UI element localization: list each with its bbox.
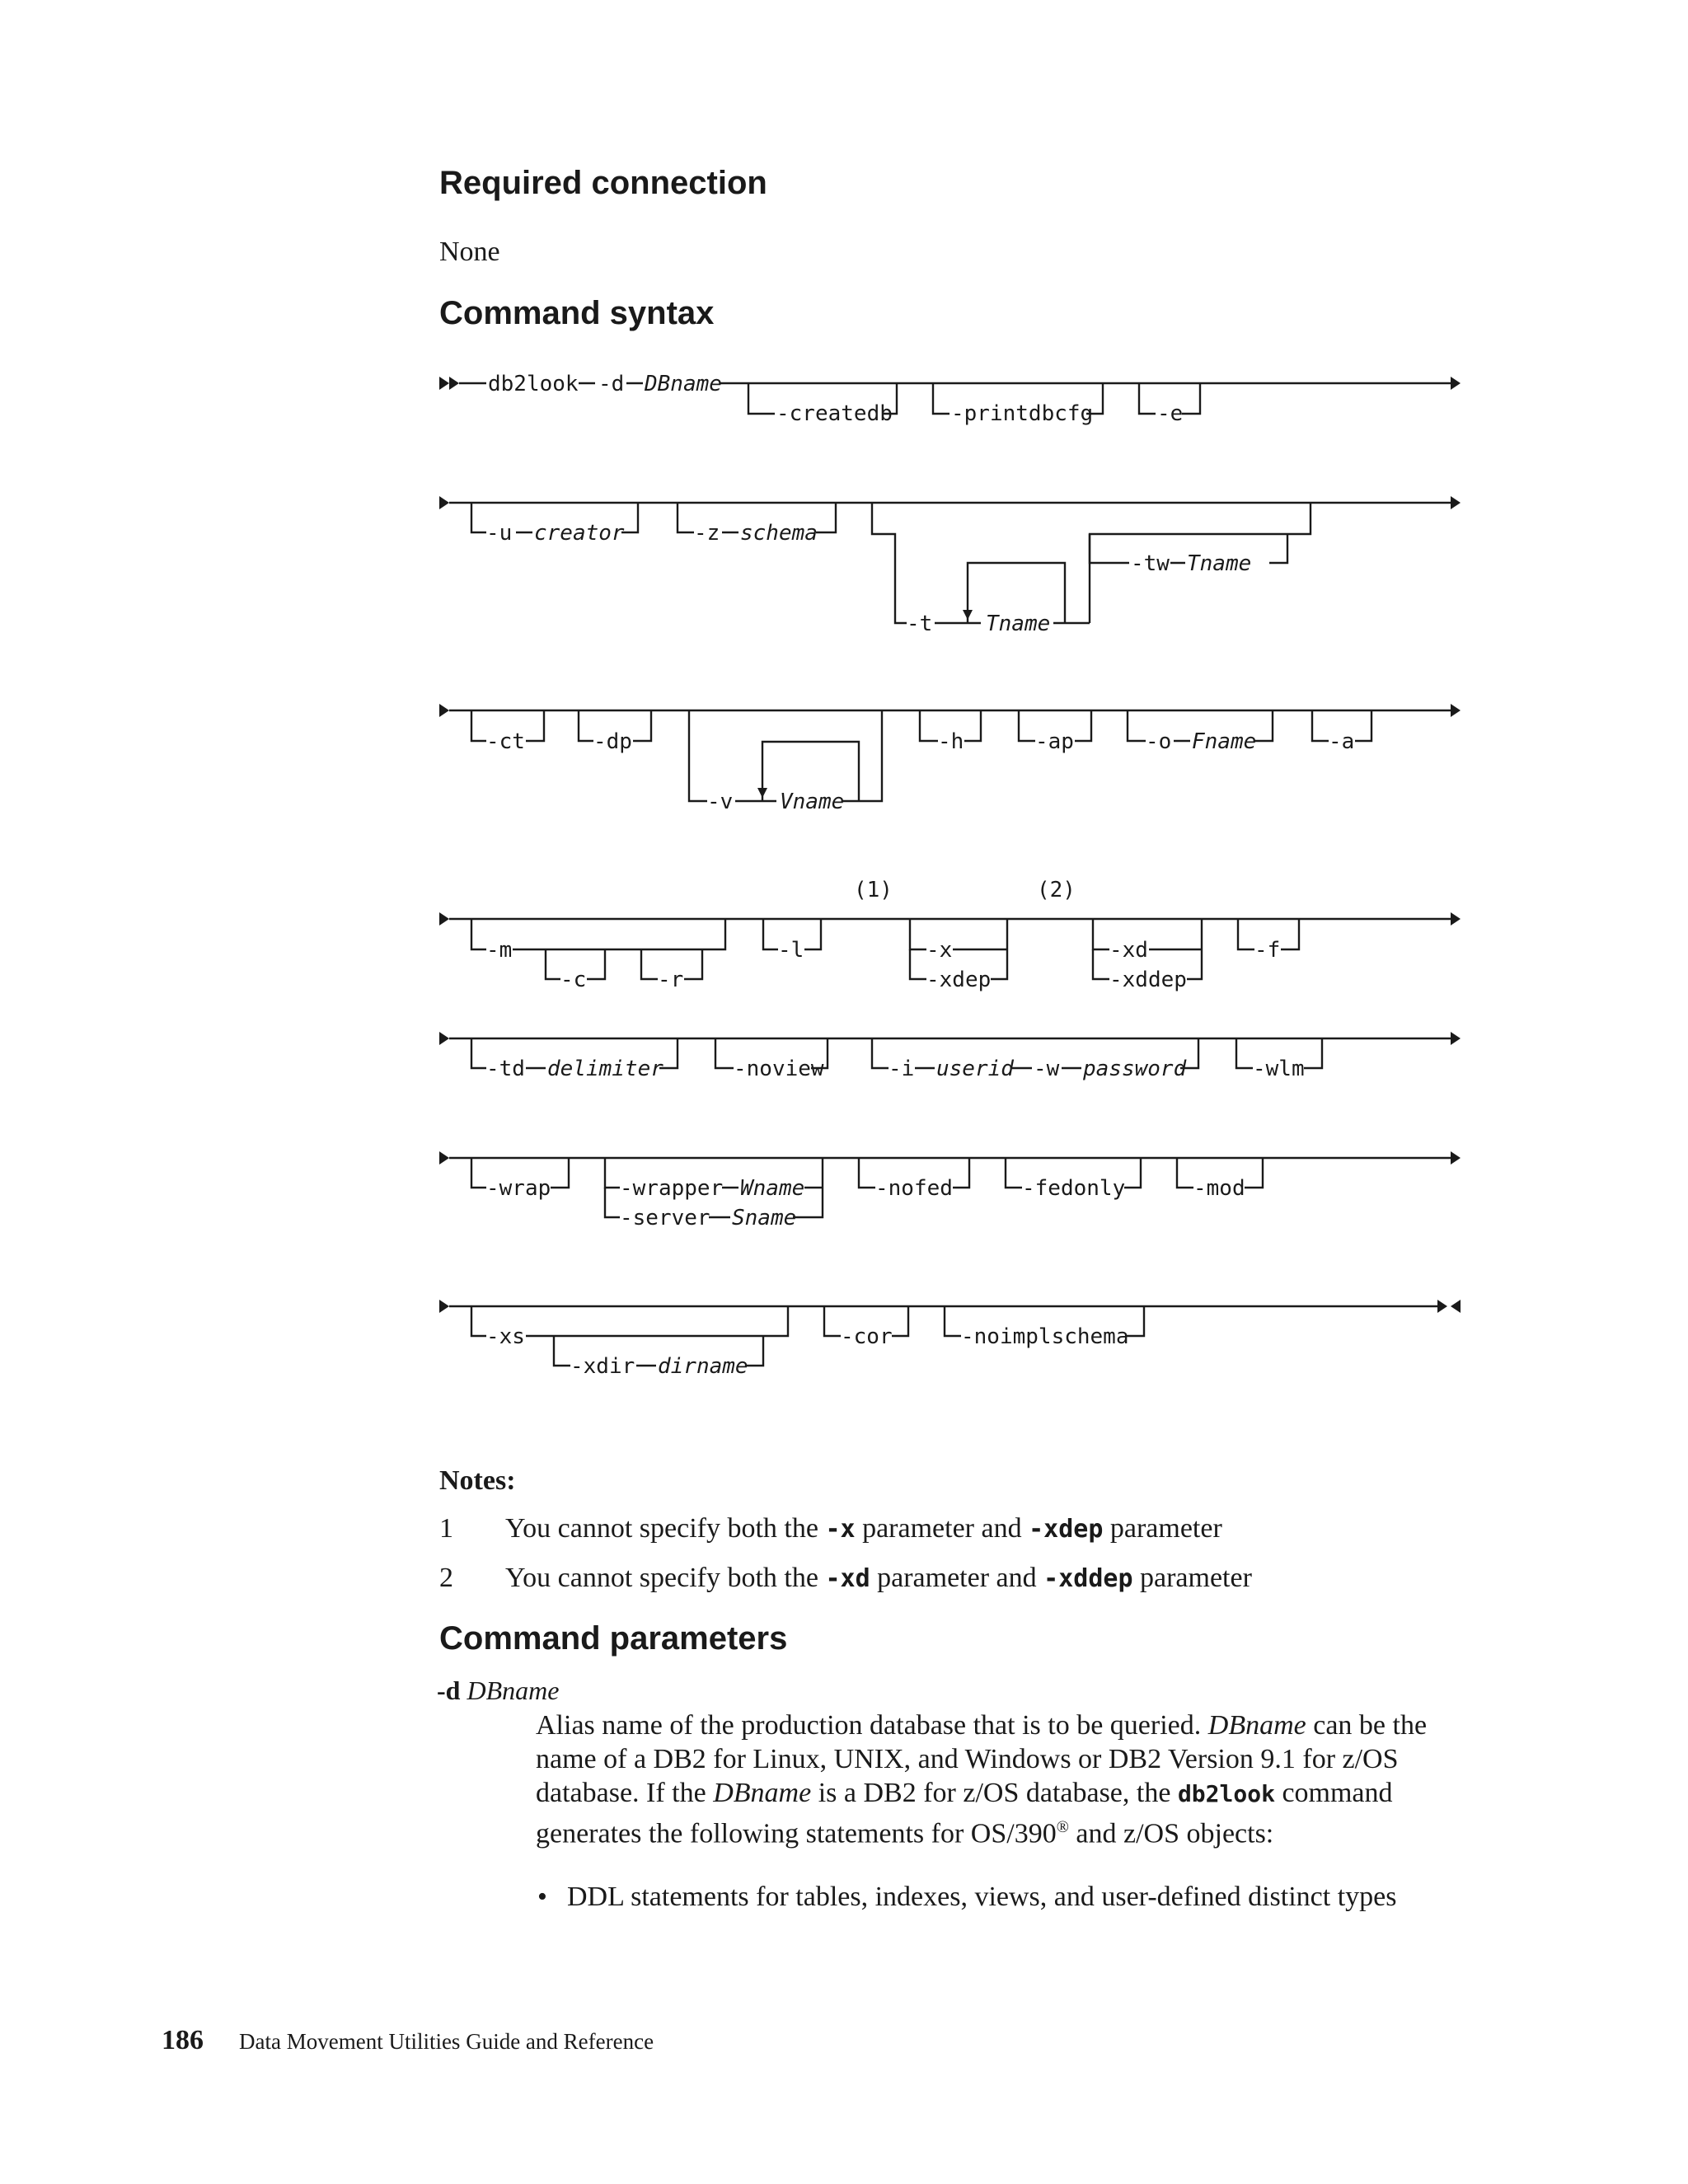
bullet-list <box>536 1880 1451 1914</box>
syn-note1-ref: (1) <box>854 878 893 902</box>
note-text: You cannot specify both the -x parameter and -xdep parameter <box>505 1513 1222 1544</box>
note-number: 2 <box>439 1563 453 1593</box>
syn-m: -m <box>486 938 513 963</box>
syn-xddep: -xddep <box>1109 968 1187 992</box>
syn-mod: -mod <box>1193 1176 1245 1201</box>
syn-wrapper: -wrapper <box>620 1176 724 1201</box>
heading-command-syntax: Command syntax <box>439 295 715 331</box>
syn-e: -e <box>1157 401 1184 426</box>
bullet-icon: • <box>537 1882 547 1912</box>
syn-l: -l <box>778 938 804 963</box>
list-item: • DDL statements for tables, indexes, views, and user-defined distinct types <box>537 1882 1397 1912</box>
page-number: 186 <box>162 2025 204 2055</box>
syn-f: -f <box>1254 938 1281 963</box>
syn-creator: creator <box>534 521 625 546</box>
syn-fedonly: -fedonly <box>1022 1176 1126 1201</box>
syn-noview: -noview <box>734 1057 824 1081</box>
syn-xdep: -xdep <box>926 968 992 992</box>
syn-h: -h <box>938 729 964 754</box>
syn-ap: -ap <box>1035 729 1074 754</box>
syn-r: -r <box>658 968 684 992</box>
syn-c: -c <box>560 968 587 992</box>
syn-u: -u <box>486 521 513 546</box>
syn-wlm: -wlm <box>1253 1057 1305 1081</box>
note-code: -x <box>825 1515 856 1544</box>
note-code: -xdep <box>1029 1515 1104 1544</box>
syn-sname: Sname <box>732 1206 797 1230</box>
syn-td: -td <box>486 1057 525 1081</box>
note-text: You cannot specify both the -xd parameter and -xddep parameter <box>505 1563 1252 1593</box>
note-number: 1 <box>439 1513 453 1544</box>
footer-title: Data Movement Utilities Guide and Reference <box>239 2029 654 2054</box>
syn-t: -t <box>907 612 933 636</box>
note-code: -xd <box>825 1564 870 1593</box>
syn-wname: Wname <box>740 1176 805 1201</box>
syn-z: -z <box>694 521 720 546</box>
syn-createdb: -createdb <box>776 401 893 426</box>
syn-tw-tname: Tname <box>1187 551 1252 576</box>
syn-d: -d <box>598 372 625 396</box>
syn-x: -x <box>926 938 953 963</box>
syn-xs: -xs <box>486 1324 525 1349</box>
syn-tname: Tname <box>986 612 1051 636</box>
syn-i: -i <box>889 1057 915 1081</box>
syn-fname: Fname <box>1192 729 1257 754</box>
heading-required-connection: Required connection <box>439 165 767 201</box>
syn-db2look: db2look <box>488 372 579 396</box>
syn-printdbcfg: -printdbcfg <box>951 401 1094 426</box>
syn-note2-ref: (2) <box>1037 878 1076 902</box>
param-description: Alias name of the production database that is to be queried. DBname can be the name of a DB2 for Linux, UNIX, and Windows or DB2 Version 9.1 for z/OS database. If the DBname is a DB2 for z/OS database, the db2look command generates the following statements for OS/390® and z/OS objects: <box>536 1710 1428 1849</box>
syn-delimiter: delimiter <box>547 1057 663 1081</box>
syn-userid: userid <box>936 1057 1014 1081</box>
notes-heading: Notes: <box>439 1465 516 1496</box>
syn-o: -o <box>1146 729 1172 754</box>
syn-password: password <box>1083 1057 1187 1081</box>
syn-xdir: -xdir <box>570 1354 635 1379</box>
syn-dbname: DBname <box>645 372 722 396</box>
syn-dp: -dp <box>593 729 632 754</box>
heading-command-parameters: Command parameters <box>439 1620 788 1657</box>
syn-tw: -tw <box>1131 551 1170 576</box>
syn-noimplschema: -noimplschema <box>961 1324 1129 1349</box>
syn-wrap: -wrap <box>486 1176 551 1201</box>
syn-v: -v <box>707 790 734 814</box>
syn-schema: schema <box>740 521 818 546</box>
syn-vname: Vname <box>780 790 845 814</box>
param-flag: -d <box>437 1675 461 1705</box>
required-connection-text: None <box>439 237 500 267</box>
param-name: DBname <box>467 1675 560 1705</box>
syn-xd: -xd <box>1109 938 1148 963</box>
syn-w: -w <box>1034 1057 1060 1081</box>
syn-nofed: -nofed <box>875 1176 953 1201</box>
syn-a: -a <box>1329 729 1355 754</box>
param-term <box>437 1675 559 1706</box>
syn-ct: -ct <box>486 729 525 754</box>
syn-server: -server <box>620 1206 710 1230</box>
note-code: -xddep <box>1043 1564 1133 1593</box>
syn-dirname: dirname <box>658 1354 748 1379</box>
syn-cor: -cor <box>841 1324 893 1349</box>
